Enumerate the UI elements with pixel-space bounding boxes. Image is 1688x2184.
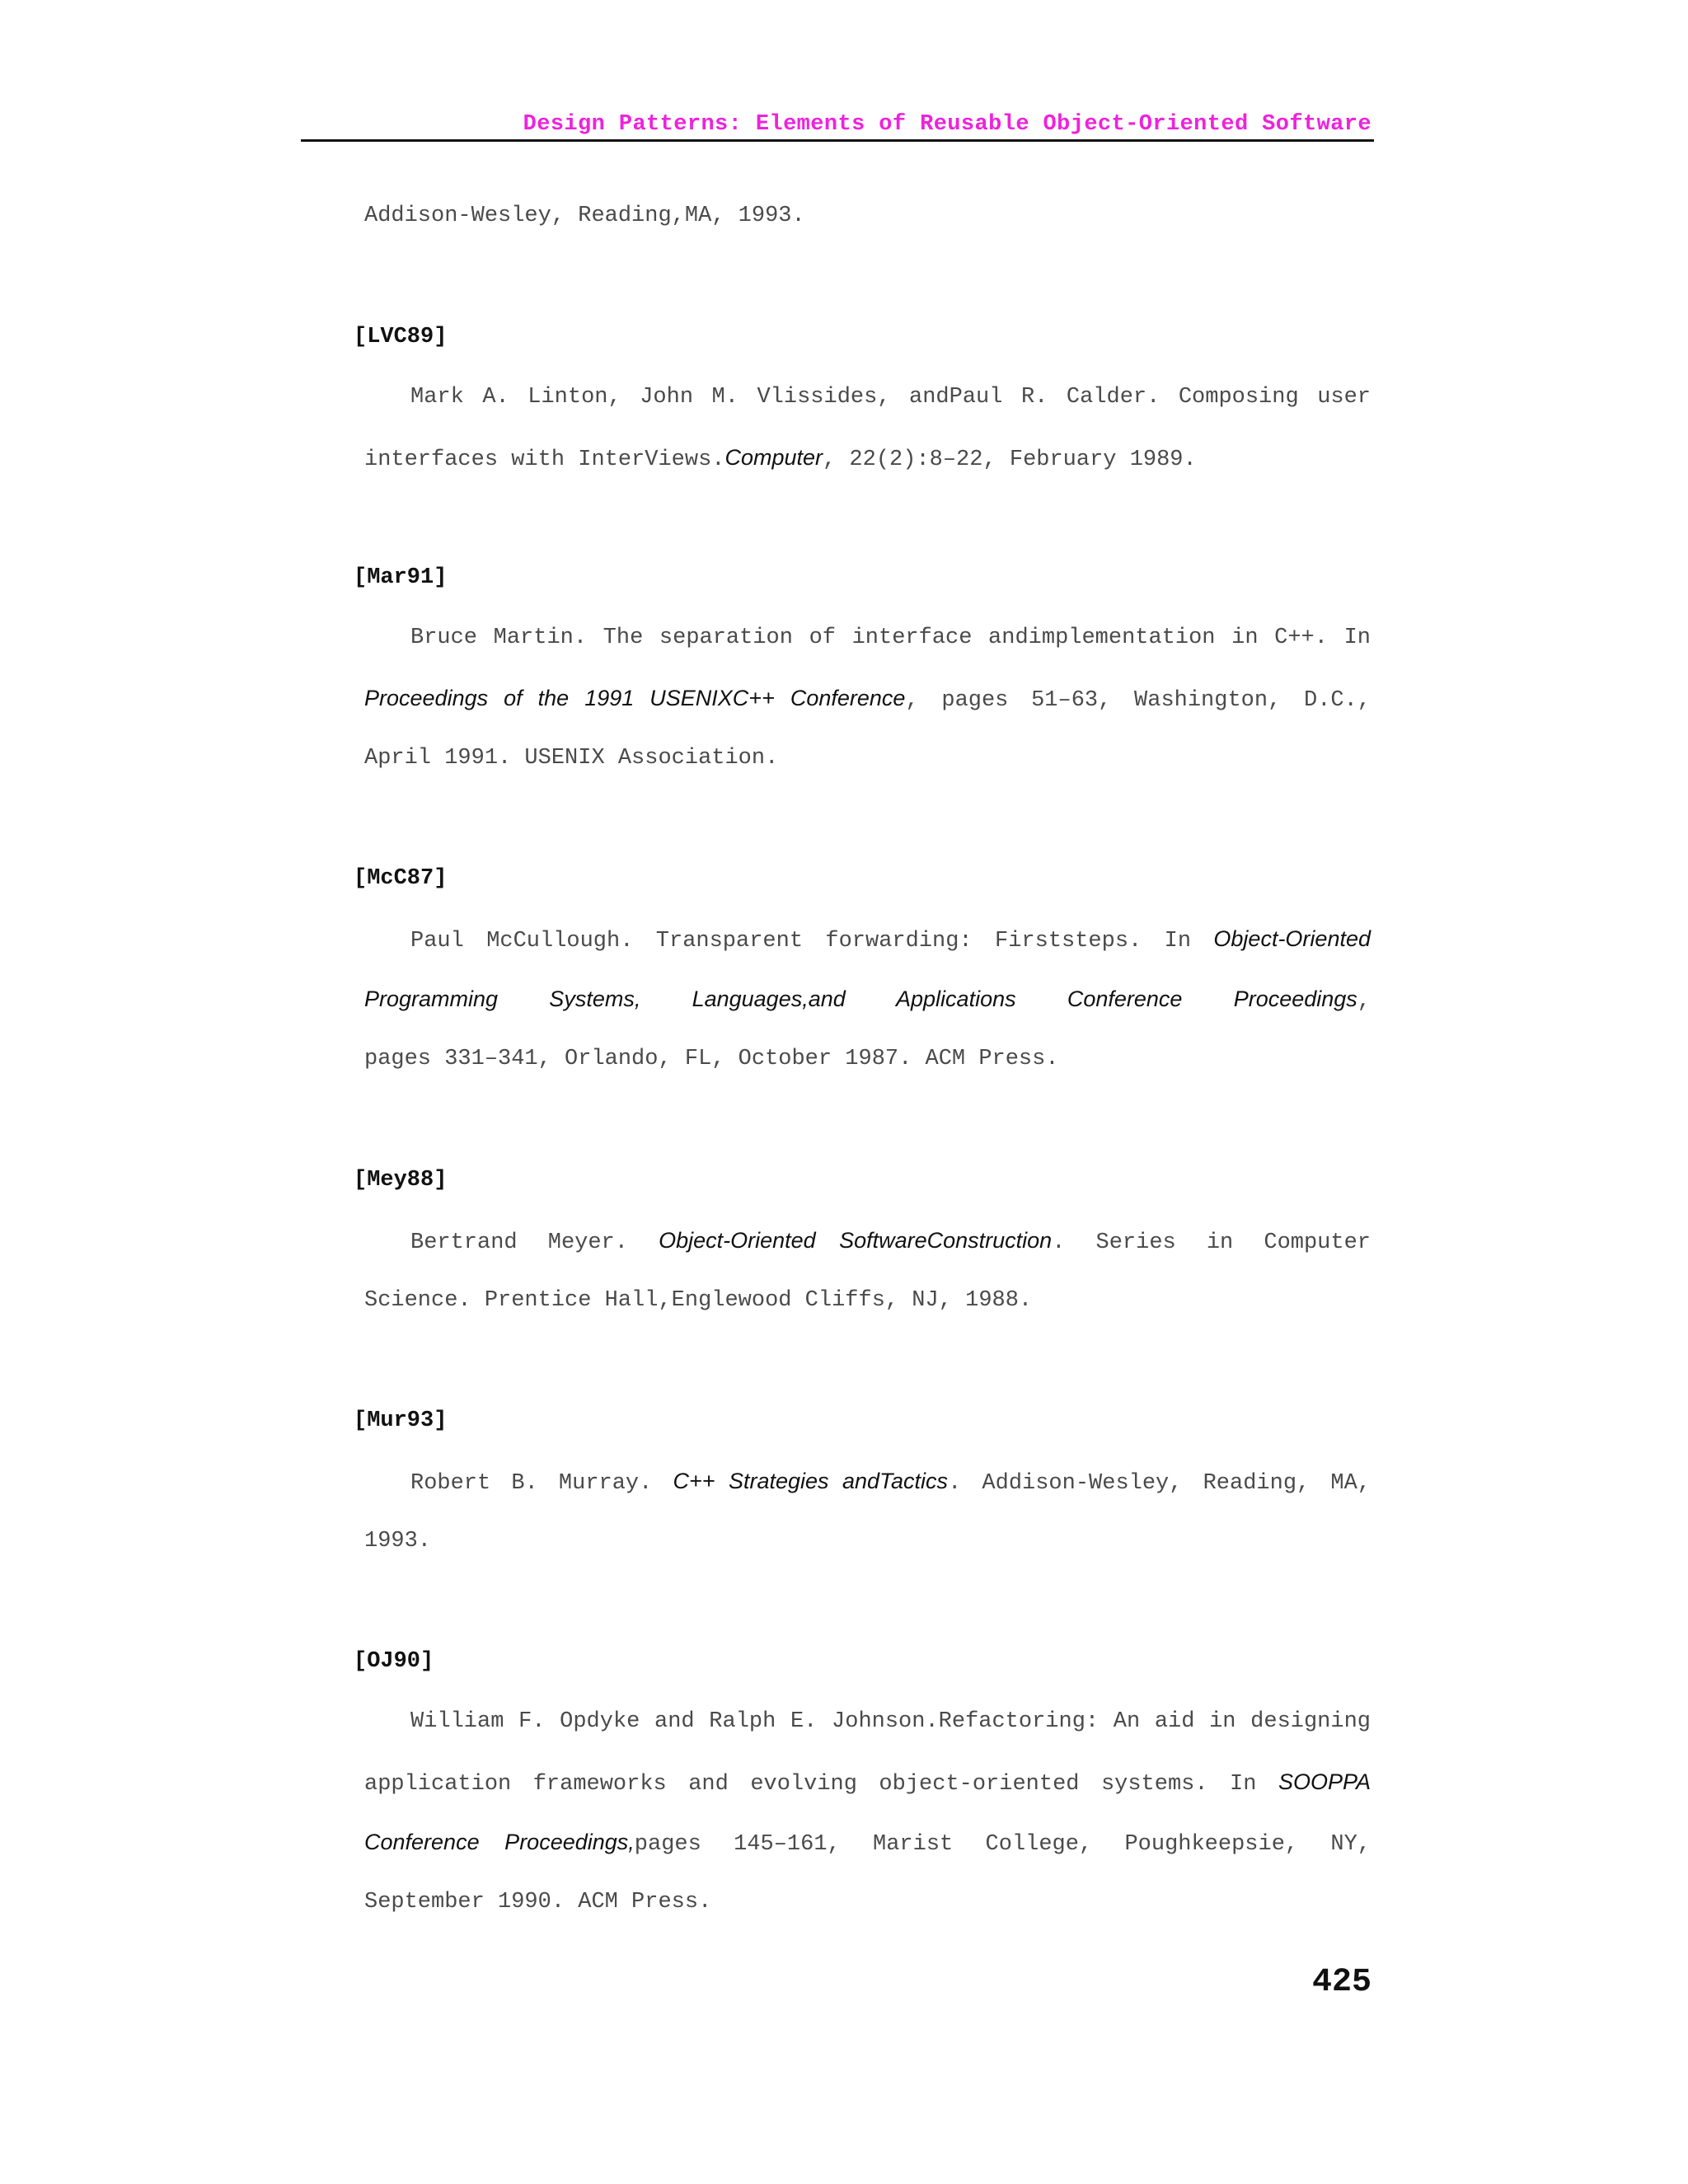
reference-line-mar91-3: April 1991. USENIX Association.: [364, 746, 779, 771]
reference-line-mey88-1: Bertrand Meyer. Object-Oriented SoftwareConstruction. Series in Computer: [410, 1228, 1371, 1255]
proceedings-title: Programming Systems, Languages,and Applications Conference Proceedings: [364, 987, 1357, 1011]
reference-key-mur93: [Mur93]: [354, 1408, 448, 1433]
page-number: 425: [1311, 1964, 1372, 2001]
reference-line-mur93-2: 1993.: [364, 1529, 432, 1554]
reference-line-mcc87-2: Programming Systems, Languages,and Applications Conference Proceedings,: [364, 987, 1371, 1014]
header-rule: [301, 139, 1374, 142]
reference-key-mey88: [Mey88]: [354, 1168, 448, 1193]
running-header: [302, 112, 1372, 140]
reference-key-mar91: [Mar91]: [354, 565, 448, 590]
reference-key-oj90: [OJ90]: [354, 1649, 434, 1674]
journal-title: Computer: [724, 445, 823, 470]
proceedings-title: Proceedings of the 1991 USENIXC++ Conference: [364, 686, 906, 710]
reference-line-oj90-3: Conference Proceedings,pages 145–161, Marist College, Poughkeepsie, NY,: [364, 1830, 1372, 1857]
reference-line-lvc89-2: interfaces with InterViews.Computer, 22(2):8–22, February 1989.: [364, 445, 1197, 472]
reference-line-oj90-2: application frameworks and evolving object-oriented systems. In SOOPPA: [364, 1769, 1371, 1797]
reference-key-lvc89: [LVC89]: [354, 325, 448, 349]
book-title: Design Patterns: Elements of Reusable Object-Oriented Software: [523, 112, 1372, 137]
reference-line-mar91-1: Bruce Martin. The separation of interface andimplementation in C++. In: [410, 626, 1371, 650]
reference-line-mcc87-1: Paul McCullough. Transparent forwarding: Firststeps. In Object-Oriented: [410, 926, 1371, 954]
reference-line-oj90-4: September 1990. ACM Press.: [364, 1890, 712, 1915]
reference-line-mey88-2: Science. Prentice Hall,Englewood Cliffs, NJ, 1988.: [364, 1288, 1033, 1313]
reference-line-mar91-2: Proceedings of the 1991 USENIXC++ Conference, pages 51–63, Washington, D.C.,: [364, 686, 1371, 713]
reference-line-mcc87-3: pages 331–341, Orlando, FL, October 1987. ACM Press.: [364, 1047, 1059, 1071]
reference-key-mcc87: [McC87]: [354, 866, 448, 891]
proceedings-title: Conference Proceedings,: [364, 1830, 635, 1854]
book-title-italic: C++ Strategies andTactics: [673, 1469, 949, 1493]
reference-line-lvc89-1: Mark A. Linton, John M. Vlissides, andPaul R. Calder. Composing user: [410, 385, 1371, 410]
reference-line-mur93-1: Robert B. Murray. C++ Strategies andTactics. Addison-Wesley, Reading, MA,: [410, 1469, 1371, 1496]
book-title-italic: Object-Oriented SoftwareConstruction: [659, 1228, 1053, 1253]
continued-reference-text: Addison-Wesley, Reading,MA, 1993.: [364, 204, 805, 228]
reference-line-oj90-1: William F. Opdyke and Ralph E. Johnson.Refactoring: An aid in designing: [410, 1709, 1371, 1734]
